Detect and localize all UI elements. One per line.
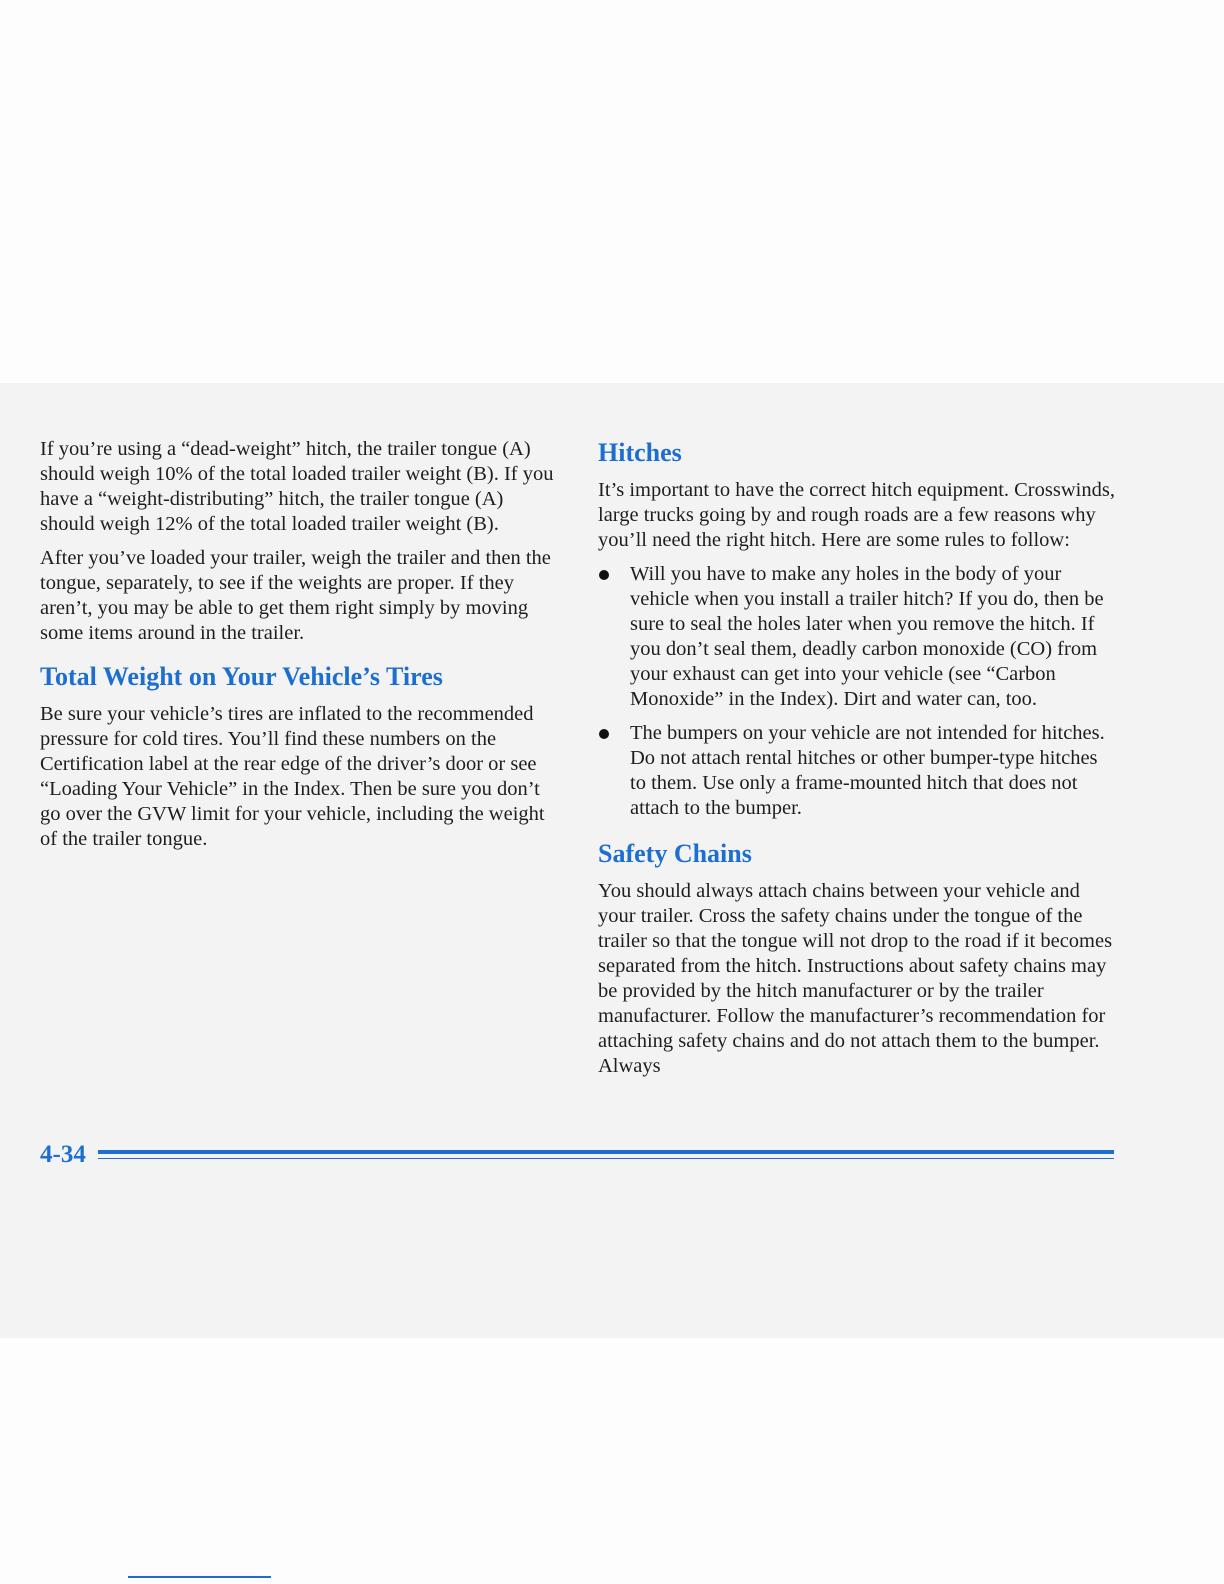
list-item: [598, 721, 1116, 821]
hitch-rules-list: [598, 562, 1116, 821]
bottom-divider: [128, 1576, 271, 1578]
total-weight-heading: Total Weight on Your Vehicle’s Tires: [40, 662, 443, 691]
list-item: [598, 562, 1116, 712]
page-number: 4-34: [40, 1141, 86, 1168]
right-column: [598, 436, 1116, 1088]
footer-rule: [98, 1150, 1114, 1154]
list-item-text: The bumpers on your vehicle are not intended for hitches. Do not attach rental hitches or other bumper-type hitches to them. Use only a frame-mounted hitch that does not attach to the bumper.: [630, 722, 1105, 819]
dead-weight-hitch-paragraph: If you’re using a “dead-weight” hitch, the trailer tongue (A) should weigh 10% of the total loaded trailer weight (B). If you have a “weight-distributing” hitch, the trailer tongue (A) should weigh 12% of the total loaded trailer weight (B).: [40, 438, 554, 535]
list-item-text: Will you have to make any holes in the body of your vehicle when you install a trailer hitch? If you do, then be sure to seal the holes later when you remove the hitch. If you don’t seal them, deadly carbon monoxide (CO) from your exhaust can get into your vehicle (see “Carbon Monoxide” in the Index). Dirt and water can, too.: [630, 563, 1104, 710]
bullet-icon: [599, 729, 609, 739]
page-footer: [40, 1140, 1114, 1170]
safety-chains-heading: Safety Chains: [598, 839, 752, 868]
safety-chains-paragraph: You should always attach chains between your vehicle and your trailer. Cross the safety chains under the tongue of the trailer so that the tongue will not drop to the road if it becomes separated from the hitch. Instructions about safety chains may be provided by the hitch manufacturer or by the trailer manufacturer. Follow the manufacturer’s recommendation for attaching safety chains and do not attach them to the bumper. Always: [598, 880, 1113, 1077]
tire-pressure-paragraph: Be sure your vehicle’s tires are inflated to the recommended pressure for cold tires. You’ll find these numbers on the Certification label at the rear edge of the driver’s door or see “Loading Your Vehicle” in the Index. Then be sure you don’t go over the GVW limit for your vehicle, including the weight of the trailer tongue.: [40, 703, 545, 850]
left-column: [40, 437, 560, 861]
footer-rule-thin: [98, 1158, 1114, 1159]
weigh-trailer-paragraph: After you’ve loaded your trailer, weigh the trailer and then the tongue, separately, to see if the weights are proper. If they aren’t, you may be able to get them right simply by moving some items around in the trailer.: [40, 547, 551, 644]
bullet-icon: [599, 570, 609, 580]
hitches-intro-paragraph: It’s important to have the correct hitch equipment. Crosswinds, large trucks going by and rough roads are a few reasons why you’ll need the right hitch. Here are some rules to follow:: [598, 479, 1115, 551]
hitches-heading: Hitches: [598, 438, 682, 467]
